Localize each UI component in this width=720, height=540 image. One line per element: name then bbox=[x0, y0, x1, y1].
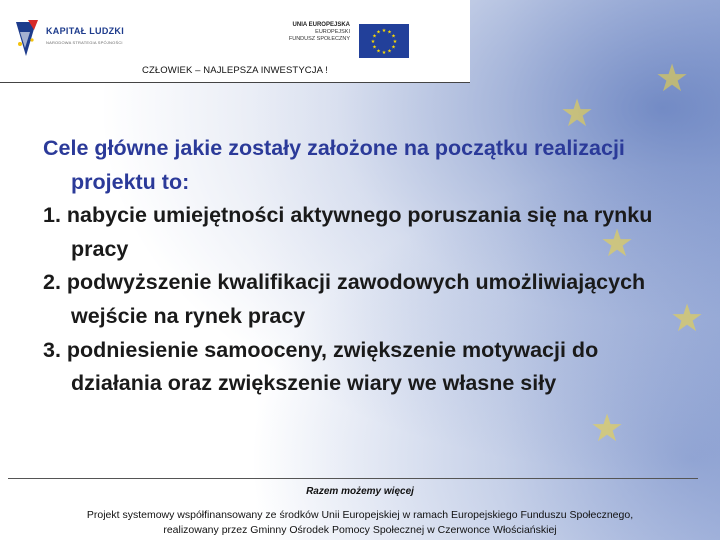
footer-motto: Razem możemy więcej bbox=[306, 486, 414, 497]
svg-text:★: ★ bbox=[391, 44, 396, 51]
goal-item-2: 2. podwyższenie kwalifikacji zawodowych umożliwiających wejście na rynek pracy bbox=[43, 270, 646, 328]
goal-item-1: 1. nabycie umiejętności aktywnego poruszania się na rynku pracy bbox=[43, 203, 653, 261]
eu-logo-line3: FUNDUSZ SPOŁECZNY bbox=[288, 36, 350, 42]
svg-text:★: ★ bbox=[372, 33, 377, 40]
footer-divider bbox=[8, 478, 698, 479]
svg-text:★: ★ bbox=[381, 28, 387, 34]
header-motto: CZŁOWIEK – NAJLEPSZA INWESTYCJA ! bbox=[142, 65, 328, 76]
kapital-ludzki-logo bbox=[14, 14, 144, 60]
footer-note-line2: realizowany przez Gminny Ośrodek Pomocy Społecznej w Czerwonce Włościańskiej bbox=[163, 524, 557, 536]
svg-text:★: ★ bbox=[376, 48, 381, 55]
svg-text:★: ★ bbox=[372, 44, 377, 51]
svg-text:★: ★ bbox=[370, 39, 376, 45]
eu-flag-icon bbox=[359, 24, 409, 58]
main-content bbox=[43, 132, 693, 401]
svg-text:★: ★ bbox=[387, 48, 392, 55]
kapital-ludzki-title: KAPITAŁ LUDZKI bbox=[46, 26, 125, 36]
eu-logo bbox=[282, 22, 410, 64]
eu-logo-line1: UNIA EUROPEJSKA bbox=[292, 22, 350, 28]
svg-text:★: ★ bbox=[381, 50, 387, 56]
star-icon: ★ bbox=[655, 58, 690, 100]
lead-text: Cele główne jakie zostały założone na początku realizacji projektu to: bbox=[43, 136, 625, 194]
svg-text:★: ★ bbox=[376, 29, 381, 36]
kapital-ludzki-emblem-icon bbox=[14, 18, 40, 58]
footer-note bbox=[0, 508, 720, 538]
eu-logo-line2: EUROPEJSKI bbox=[315, 29, 350, 35]
eu-logo-text bbox=[282, 22, 350, 43]
svg-text:★: ★ bbox=[391, 33, 396, 40]
star-icon: ★ bbox=[590, 408, 625, 450]
svg-text:★: ★ bbox=[387, 29, 392, 36]
star-icon: ★ bbox=[600, 223, 635, 265]
kapital-ludzki-subtitle: NARODOWA STRATEGIA SPÓJNOŚCI bbox=[46, 40, 123, 45]
goal-item-3: 3. podniesienie samooceny, zwiększenie motywacji do działania oraz zwiększenie wiary we własne siły bbox=[43, 337, 599, 396]
star-icon: ★ bbox=[670, 298, 705, 340]
footer-note-line1: Projekt systemowy współfinansowany ze środków Unii Europejskiej w ramach Europejskiego Funduszu Społecznego, bbox=[86, 509, 634, 521]
svg-text:★: ★ bbox=[392, 39, 398, 45]
header bbox=[0, 0, 470, 83]
star-icon: ★ bbox=[560, 93, 595, 135]
